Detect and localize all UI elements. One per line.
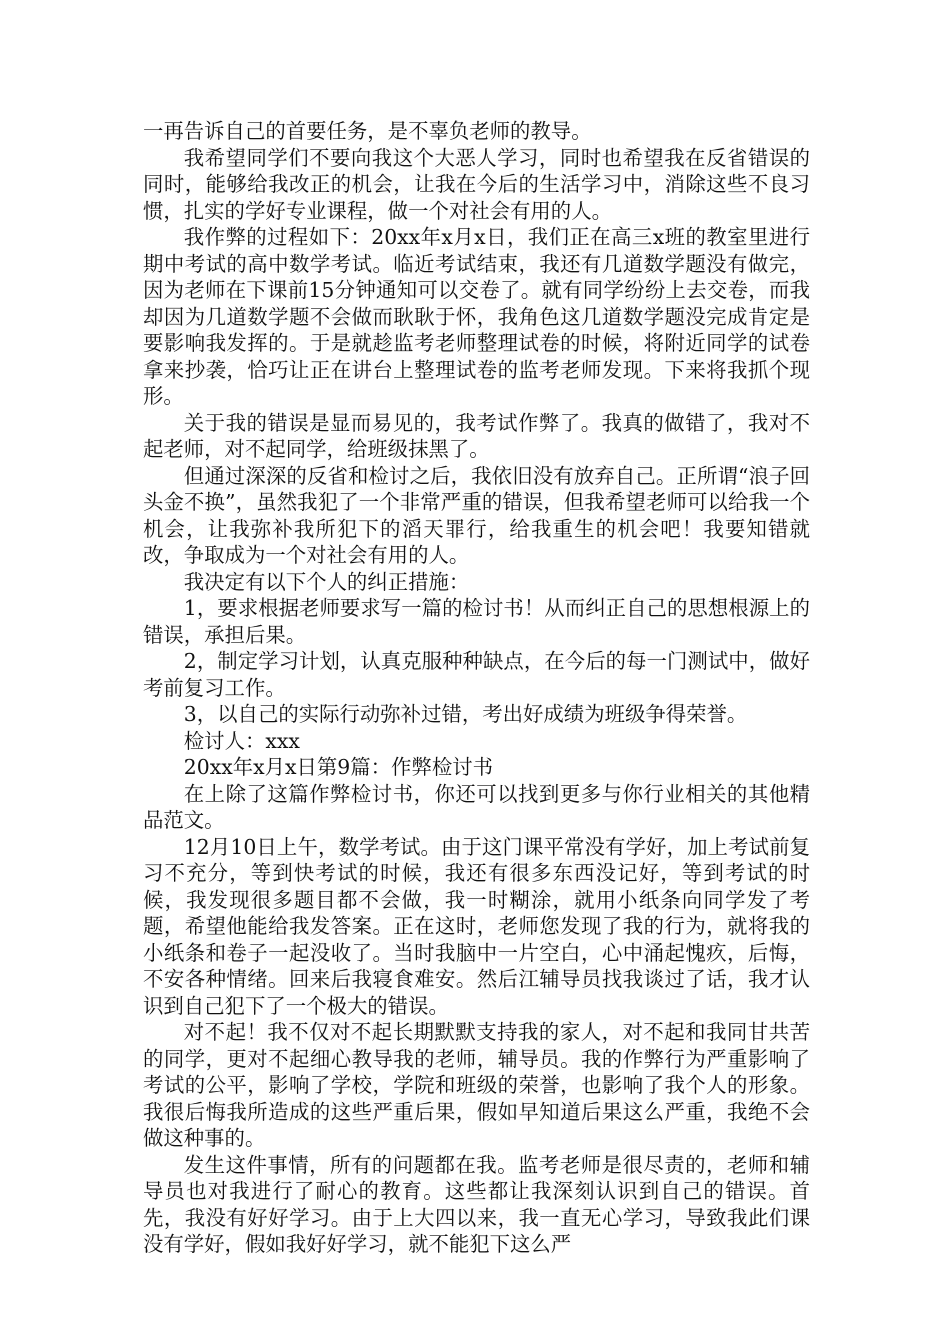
paragraph-12: 在上除了这篇作弊检讨书，你还可以找到更多与你行业相关的其他精品范文。 [143,781,810,832]
paragraph-8: 2，制定学习计划，认真克服种种缺点，在今后的每一门测试中，做好考前复习工作。 [143,649,810,700]
document-page [143,118,810,1258]
paragraph-11: 20xx年x月x日第9篇：作弊检讨书 [183,755,494,779]
paragraph-15: 发生这件事情，所有的问题都在我。监考老师是很尽责的，老师和辅导员也对我进行了耐心的教育。这些都让我深刻认识到自己的错误。首先，我没有好好学习。由于上大四以来，我一直无心学习，导致我此们课没有学好，假如我好好学习，就不能犯下这么严 [143,1152,810,1256]
paragraph-13: 12月10日上午，数学考试。由于这门课平常没有学好，加上考试前复习不充分，等到快考试的时候，我还有很多东西没记好，等到考试的时候，我发现很多题目都不会做，我一时糊涂，就用小纸条向同学发了考题，希望他能给我发答案。正在这时，老师您发现了我的行为，就将我的小纸条和卷子一起没收了。当时我脑中一片空白，心中涌起愧疚，后悔，不安各种情绪。回来后我寝食难安。然后江辅导员找我谈过了话，我才认识到自己犯下了一个极大的错误。 [143,834,810,1018]
paragraph-2: 我希望同学们不要向我这个大恶人学习，同时也希望我在反省错误的同时，能够给我改正的机会，让我在今后的生活学习中，消除这些不良习惯，扎实的学好专业课程，做一个对社会有用的人。 [143,145,810,223]
paragraph-9: 3，以自己的实际行动弥补过错，考出好成绩为班级争得荣誉。 [183,702,748,726]
paragraph-4: 关于我的错误是显而易见的，我考试作弊了。我真的做错了，我对不起老师，对不起同学，给班级抹黑了。 [143,410,810,461]
paragraph-3: 我作弊的过程如下：20xx年x月x日，我们正在高三x班的教室里进行期中考试的高中数学考试。临近考试结束，我还有几道数学题没有做完，因为老师在下课前15分钟通知可以交卷了。就有同学纷纷上去交卷，而我却因为几道数学题不会做而耿耿于怀，我角色这几道数学题没完成肯定是要影响我发挥的。于是就趁监考老师整理试卷的时候，将附近同学的试卷拿来抄袭，恰巧让正在讲台上整理试卷的监考老师发现。下来将我抓个现形。 [143,225,810,408]
paragraph-6: 我决定有以下个人的纠正措施： [183,569,470,594]
paragraph-1: 一再告诉自己的首要任务，是不辜负老师的教导。 [143,119,592,143]
paragraph-5: 但通过深深的反省和检讨之后，我依旧没有放弃自己。正所谓“浪子回头金不换”，虽然我犯了一个非常严重的错误，但我希望老师可以给我一个机会，让我弥补我所犯下的滔天罪行，给我重生的机会吧！我要知错就改，争取成为一个对社会有用的人。 [143,463,810,567]
paragraph-10: 检讨人：xxx [183,728,300,753]
paragraph-7: 1，要求根据老师要求写一篇的检讨书！从而纠正自己的思想根源上的错误，承担后果。 [143,596,810,647]
paragraph-14: 对不起！我不仅对不起长期默默支持我的家人，对不起和我同甘共苦的同学，更对不起细心教导我的老师，辅导员。我的作弊行为严重影响了考试的公平，影响了学校，学院和班级的荣誉，也影响了我个人的形象。我很后悔我所造成的这些严重后果，假如早知道后果这么严重，我绝不会做这种事的。 [143,1020,810,1150]
